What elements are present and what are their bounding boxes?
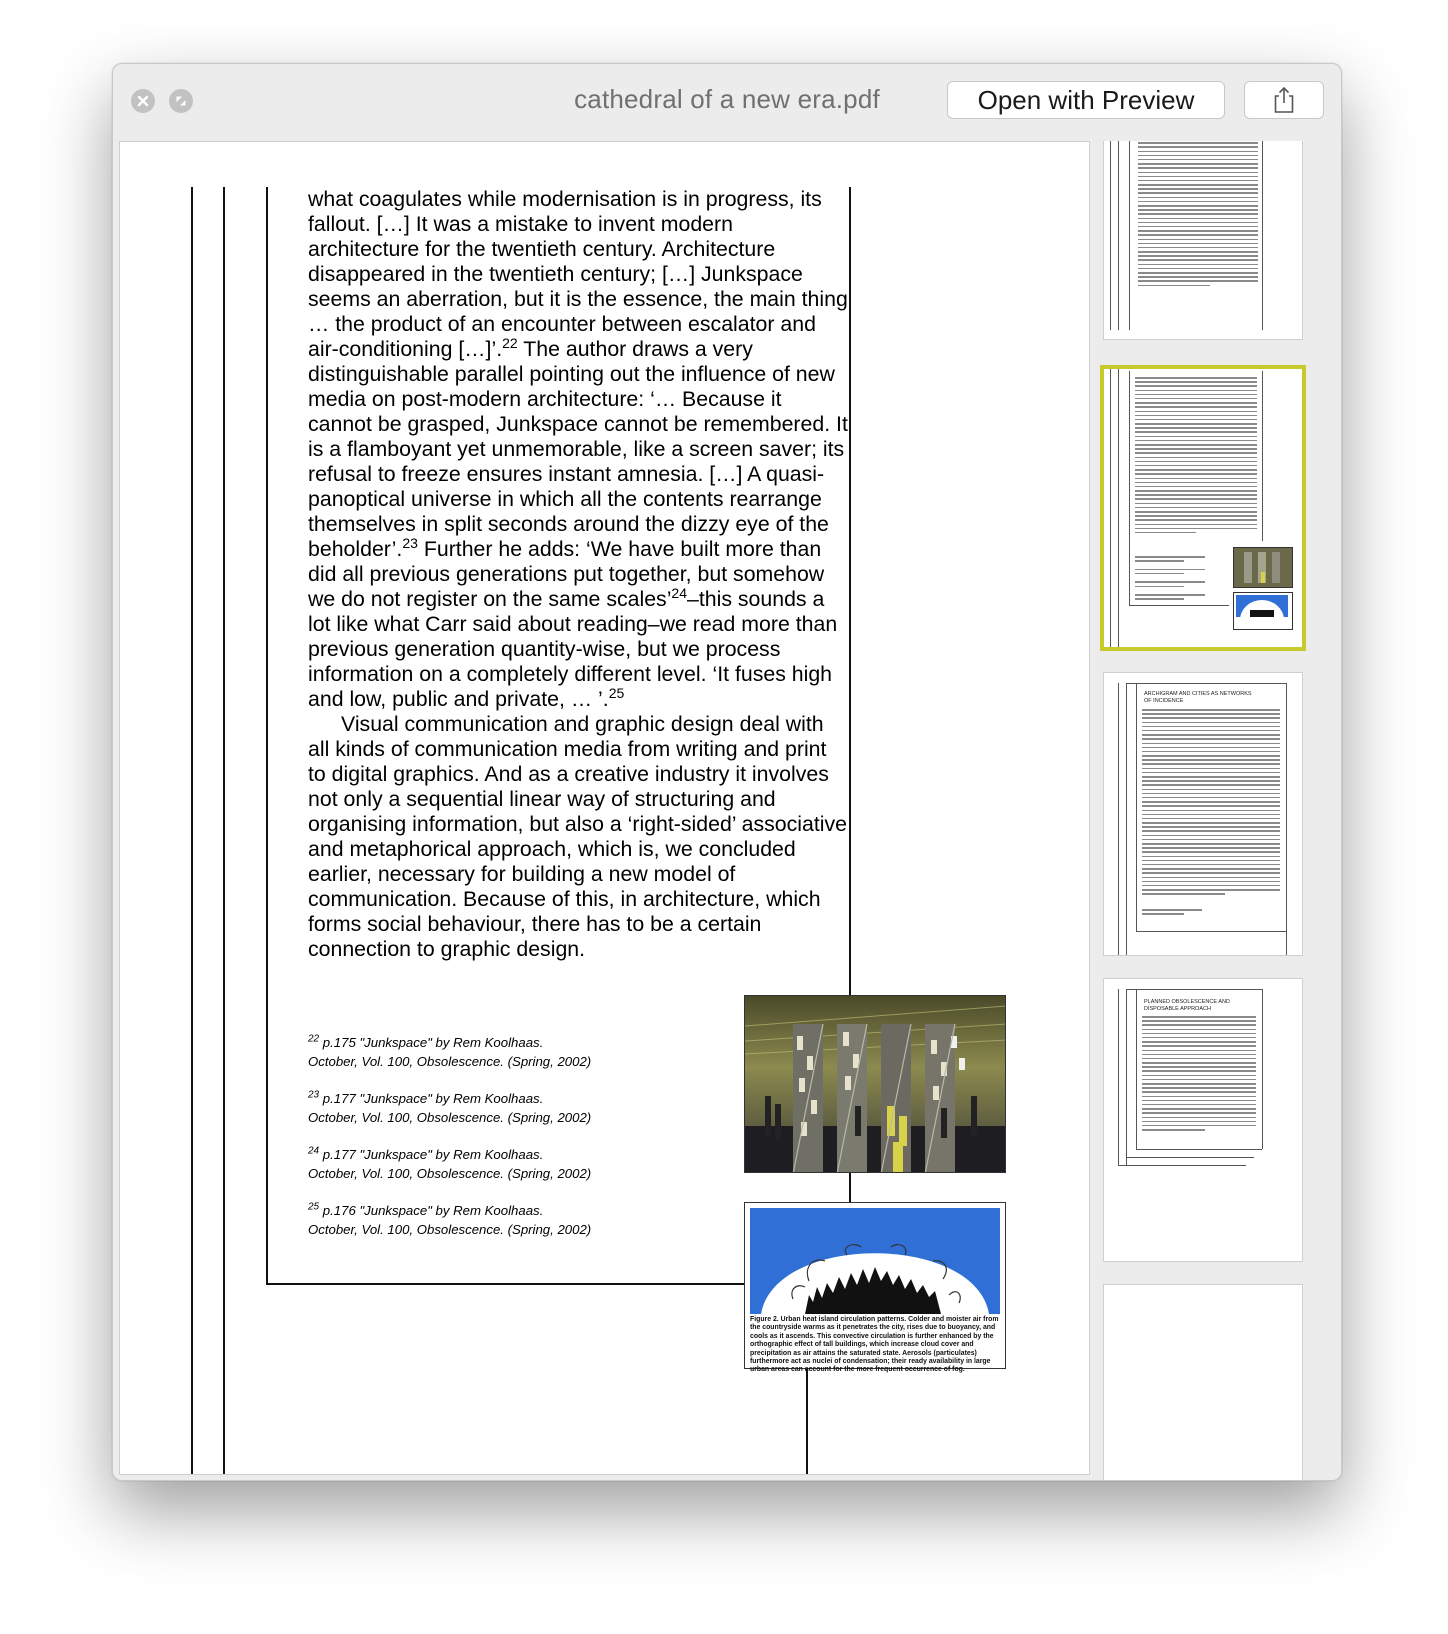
page-rule <box>1129 371 1130 605</box>
footnotes <box>308 1033 728 1257</box>
page-rule <box>1118 141 1119 330</box>
text-run: what coagulates while modernisation is in progress, its fallout. […] It was a mistake to invent modern architecture for the twentieth century. Architecture disappeared in the twentieth century; […] Junkspace seems an aberration, but it is the essence, the main thing … the product of an encounter between escalator and air-conditioning […]’. <box>308 187 848 361</box>
page-rule <box>266 1283 746 1285</box>
page-rule <box>1110 369 1111 647</box>
thumbnail-text-block <box>1135 377 1257 536</box>
thumbnail-photo <box>1233 547 1293 588</box>
footnote-line: p.177 "Junkspace" by Rem Koolhaas. <box>322 1147 544 1162</box>
footnote-number: 25 <box>308 1201 320 1213</box>
pdf-page-view[interactable] <box>119 141 1090 1475</box>
thumbnail-heading: ARCHIGRAM AND CITIES AS NETWORKS OF INCIDENCE <box>1144 691 1252 704</box>
footnote-line: October, Vol. 100, Obsolescence. (Spring, 2002) <box>308 1222 592 1237</box>
paragraph: Visual communication and graphic design deal with all kinds of communication media from writing and print to digital graphics. And as a creative industry it involves not only a sequential linear way of structuring and organising information, but also a ‘right-sided’ associative and metaphorical approach, which is, we concluded earlier, necessary for building a new model of communication. Because of this, in architecture, which forms social behaviour, there has to be a certain connection to graphic design. <box>308 712 848 961</box>
page-rule <box>1126 989 1262 990</box>
page-rule <box>1126 683 1286 684</box>
thumbnail-heading: PLANNED OBSOLESCENCE AND DISPOSABLE APPROACH <box>1144 999 1230 1012</box>
text-run: Further he adds: ‘We have built more than did all previous generations put together, but somehow we do not register on the same scales’ <box>308 537 825 611</box>
thumbnail-text-block <box>1142 1016 1256 1133</box>
thumbnail-text-block <box>1138 141 1258 289</box>
heat-island-figure <box>744 1202 1006 1374</box>
quicklook-window <box>112 63 1342 1481</box>
page-rule <box>1129 141 1130 330</box>
footnote <box>308 1033 728 1071</box>
footnote-line: p.177 "Junkspace" by Rem Koolhaas. <box>322 1091 544 1106</box>
title-bar <box>113 64 1341 140</box>
page-rule <box>1286 683 1287 956</box>
page-thumbnail[interactable] <box>1103 672 1303 956</box>
footnote-number: 23 <box>308 1089 320 1101</box>
page-rule <box>1118 1165 1246 1166</box>
thumbnail-footnotes <box>1135 556 1205 602</box>
page-rule <box>1136 683 1137 931</box>
footnote-line: October, Vol. 100, Obsolescence. (Spring, 2002) <box>308 1166 592 1181</box>
paragraph <box>308 187 848 712</box>
footnote-line: October, Vol. 100, Obsolescence. (Spring, 2002) <box>308 1054 592 1069</box>
page-rule <box>1118 369 1119 647</box>
page-rule <box>1262 371 1263 541</box>
thumbnail-figure <box>1233 592 1293 630</box>
page-rule <box>223 187 225 1475</box>
footnote <box>308 1201 728 1239</box>
footnote-ref: 25 <box>608 684 625 701</box>
page-thumbnail[interactable] <box>1103 1284 1303 1480</box>
page-rule <box>1262 989 1263 1149</box>
page-rule <box>1136 1149 1262 1150</box>
page-thumbnail[interactable] <box>1103 141 1303 340</box>
page-thumbnail[interactable] <box>1103 978 1303 1262</box>
share-icon <box>1271 86 1297 114</box>
thumbnail-sidebar[interactable] <box>1091 141 1341 1480</box>
page-rule <box>266 187 268 1284</box>
footnote-line: p.176 "Junkspace" by Rem Koolhaas. <box>322 1203 544 1218</box>
footnote-line: October, Vol. 100, Obsolescence. (Spring, 2002) <box>308 1110 592 1125</box>
footnote-ref: 23 <box>402 534 418 551</box>
footnote <box>308 1089 728 1127</box>
footnote-number: 24 <box>308 1145 320 1157</box>
footnote-ref: 22 <box>502 334 518 351</box>
page-rule <box>1126 989 1127 1165</box>
footnote-ref: 24 <box>671 584 687 601</box>
footnote-number: 22 <box>308 1033 320 1045</box>
footnote-line: p.175 "Junkspace" by Rem Koolhaas. <box>322 1035 544 1050</box>
footnote <box>308 1145 728 1183</box>
page-rule <box>1118 989 1119 1165</box>
text-run: The author draws a very distinguishable parallel pointing out the influence of new media on post-modern architecture: ‘… Because it cannot be grasped, Junkspace cannot be remembered. It is a flamboyant yet unmemorable, like a screen saver; its refusal to freeze ensures instant amnesia. […] A quasi-panoptical universe in which all the contents rearrange themselves in split seconds around the dizzy eye of the beholder’. <box>308 337 848 561</box>
thumbnail-text-block <box>1142 709 1280 897</box>
page-rule <box>1136 931 1286 932</box>
page-rule <box>191 187 193 1475</box>
text-run: –this sounds a lot like what Carr said about reading–we read more than previous generation quantity-wise, but we process information on a completely different level. ‘It fuses high and low, public and private, … ’. <box>308 587 838 711</box>
open-with-preview-button[interactable]: Open with Preview <box>947 81 1225 119</box>
page-rule <box>1126 683 1127 956</box>
body-text <box>308 187 848 962</box>
page-rule <box>849 187 851 995</box>
page-rule <box>1136 989 1137 1149</box>
escalator-photo <box>744 995 1006 1173</box>
page-rule <box>849 1173 851 1202</box>
share-button[interactable] <box>1244 81 1324 119</box>
figure-caption: Figure 2. Urban heat island circulation patterns. Colder and moister air from the countryside warms as it penetrates the city, rises due to buoyancy, and cools as it ascends. This convective circulation is further enhanced by the orthographic effect of tall buildings, which increase cloud cover and precipitation as air attains the saturated state. Aerosols (particulates) furthermore act as nuclei of condensation; their ready availability in large urban areas can account for the more frequent occurrence of fog. <box>750 1316 999 1374</box>
thumbnail-footnotes <box>1142 909 1202 917</box>
page-rule <box>806 1369 808 1475</box>
page-thumbnail-selected[interactable] <box>1100 365 1306 651</box>
page-rule <box>1118 683 1119 956</box>
page-rule <box>1129 605 1229 606</box>
window-title: cathedral of a new era.pdf <box>574 84 880 114</box>
page-rule <box>1110 141 1111 330</box>
page-rule <box>1262 141 1263 330</box>
page-rule <box>1126 1157 1254 1158</box>
